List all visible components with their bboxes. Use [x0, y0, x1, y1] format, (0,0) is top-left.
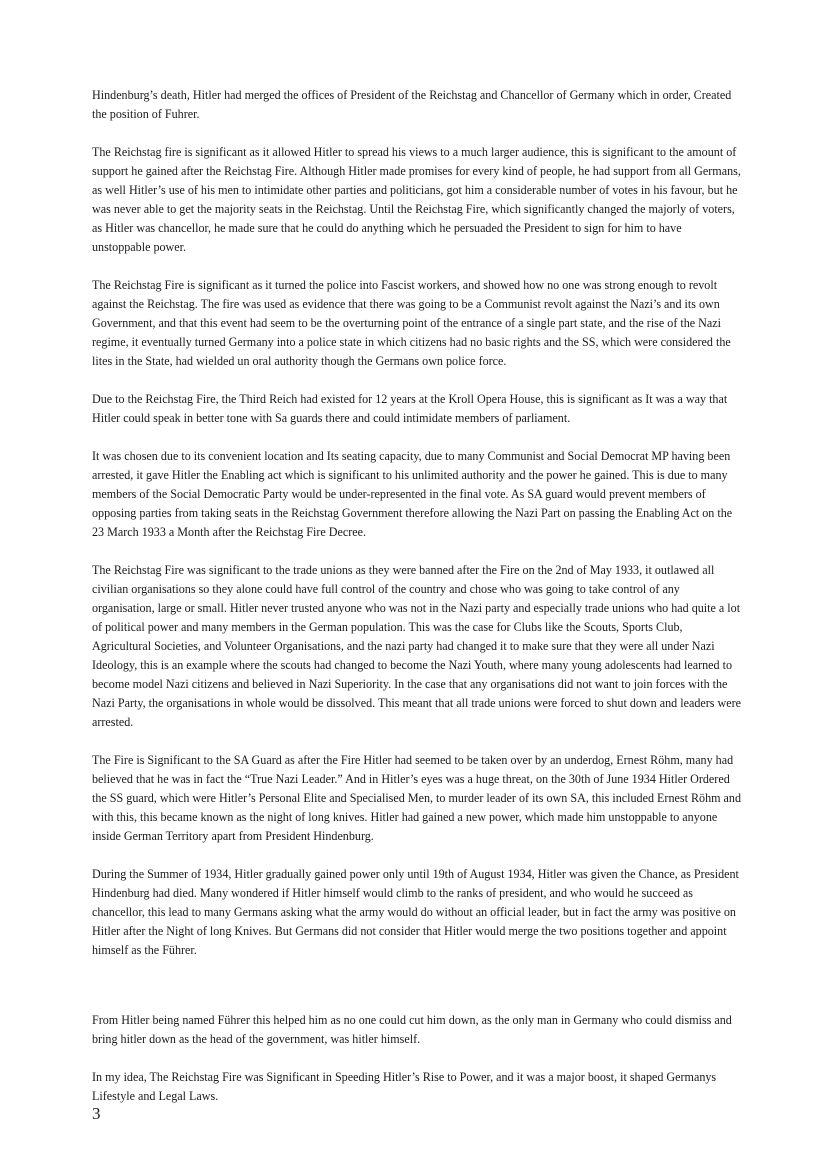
paragraph-police-state: The Reichstag Fire is significant as it turned the police into Fascist workers, and showed how no one was strong enough to revolt against the Reichstag. The fire was used as evidence that there was going to be a Communist revolt against the Nazi’s and its own Government, and that this event had seem to be the overturning point of the entrance of a single part state, and the rise of the Nazi regime, it eventually turned Germany into a police state in which citizens had no basic rights and the SS, which were considered the lites in the State, had wielded un oral authority though the Germans own police force.: [92, 278, 731, 368]
paragraph-conclusion: In my idea, The Reichstag Fire was Significant in Speeding Hitler’s Rise to Power, and it was a major boost, it shaped Germanys Lifestyle and Legal Laws.: [92, 1070, 717, 1103]
paragraph-enabling-act: It was chosen due to its convenient location and Its seating capacity, due to many Communist and Social Democrat MP having been arrested, it gave Hitler the Enabling act which is significant to his unlimited authority and the power he gained. This is due to many members of the Social Democratic Party would be under-represented in the final vote. As SA guard would prevent members of opposing parties from taking seats in the Reichstag Government therefore allowing the Nazi Part on passing the Enabling Act on the 23 March 1933 a Month after the Reichstag Fire Decree.: [92, 449, 733, 539]
paragraph-audience-support: The Reichstag fire is significant as it allowed Hitler to spread his views to a much larger audience, this is significant to the amount of support he gained after the Reichstag Fire. Although Hitler made promises for every kind of people, he had support from all Germans, as well Hitler’s use of his men to intimidate other parties and politicians, got him a considerable number of votes in his favour, but he was never able to get the majority seats in the Reichstag. Until the Reichstag Fire, which significantly changed the majorly of voters, as Hitler was chancellor, he made sure that he could do anything which he persuaded the President to sign for him to have unstoppable power.: [92, 145, 741, 254]
paragraph-kroll-opera-house: Due to the Reichstag Fire, the Third Reich had existed for 12 years at the Kroll Opera House, this is significant as It was a way that Hitler could speak in better tone with Sa guards there and could intimidate members of parliament.: [92, 392, 728, 425]
paragraph-summer-1934: During the Summer of 1934, Hitler gradually gained power only until 19th of August 1934, Hitler was given the Chance, as President Hindenburg had died. Many wondered if Hitler himself would climb to the ranks of president, and who would he succeed as chancellor, this lead to many Germans asking what the army would do without an official leader, but in fact the army was positive on Hitler after the Night of long Knives. But Germans did not consider that Hitler would merge the two positions together and appoint himself as the Führer.: [92, 867, 739, 957]
document-body: [92, 86, 742, 1125]
paragraph-sa-guard: The Fire is Significant to the SA Guard as after the Fire Hitler had seemed to be taken over by an underdog, Ernest Röhm, many had believed that he was in fact the “True Nazi Leader.” And in Hitler’s eyes was a huge threat, on the 30th of June 1934 Hitler Ordered the SS guard, which were Hitler’s Personal Elite and Specialised Men, to murder leader of its own SA, this included Ernest Röhm and with this, this became known as the night of long knives. Hitler had gained a new power, which made him unstoppable to anyone inside German Territory apart from President Hindenburg.: [92, 753, 742, 843]
paragraph-trade-unions: The Reichstag Fire was significant to the trade unions as they were banned after the Fire on the 2nd of May 1933, it outlawed all civilian organisations so they alone could have full control of the country and chose who was going to take control of any organisation, large or small. Hitler never trusted anyone who was not in the Nazi party and especially trade unions who had quite a lot of political power and many members in the German population. This was the case for Clubs like the Scouts, Sports Club, Agricultural Societies, and Volunteer Organisations, and the nazi party had changed it to make sure that they were all under Nazi Ideology, this is an example where the scouts had changed to become the Nazi Youth, where many young adolescents had learned to become model Nazi citizens and believed in Nazi Superiority. In the case that any organisations did not want to join forces with the Nazi Party, the organisations in whole would be dissolved. This meant that all trade unions were forced to shut down and leaders were arrested.: [92, 563, 741, 729]
paragraph-spacer: [92, 979, 742, 1011]
page-number: 3: [92, 1104, 101, 1123]
paragraph-hindenburg-death: Hindenburg’s death, Hitler had merged the offices of President of the Reichstag and Chancellor of Germany which in order, Created the position of Fuhrer.: [92, 88, 732, 121]
paragraph-fuhrer-named: From Hitler being named Führer this helped him as no one could cut him down, as the only man in Germany who could dismiss and bring hitler down as the head of the government, was hitler himself.: [92, 1013, 732, 1046]
